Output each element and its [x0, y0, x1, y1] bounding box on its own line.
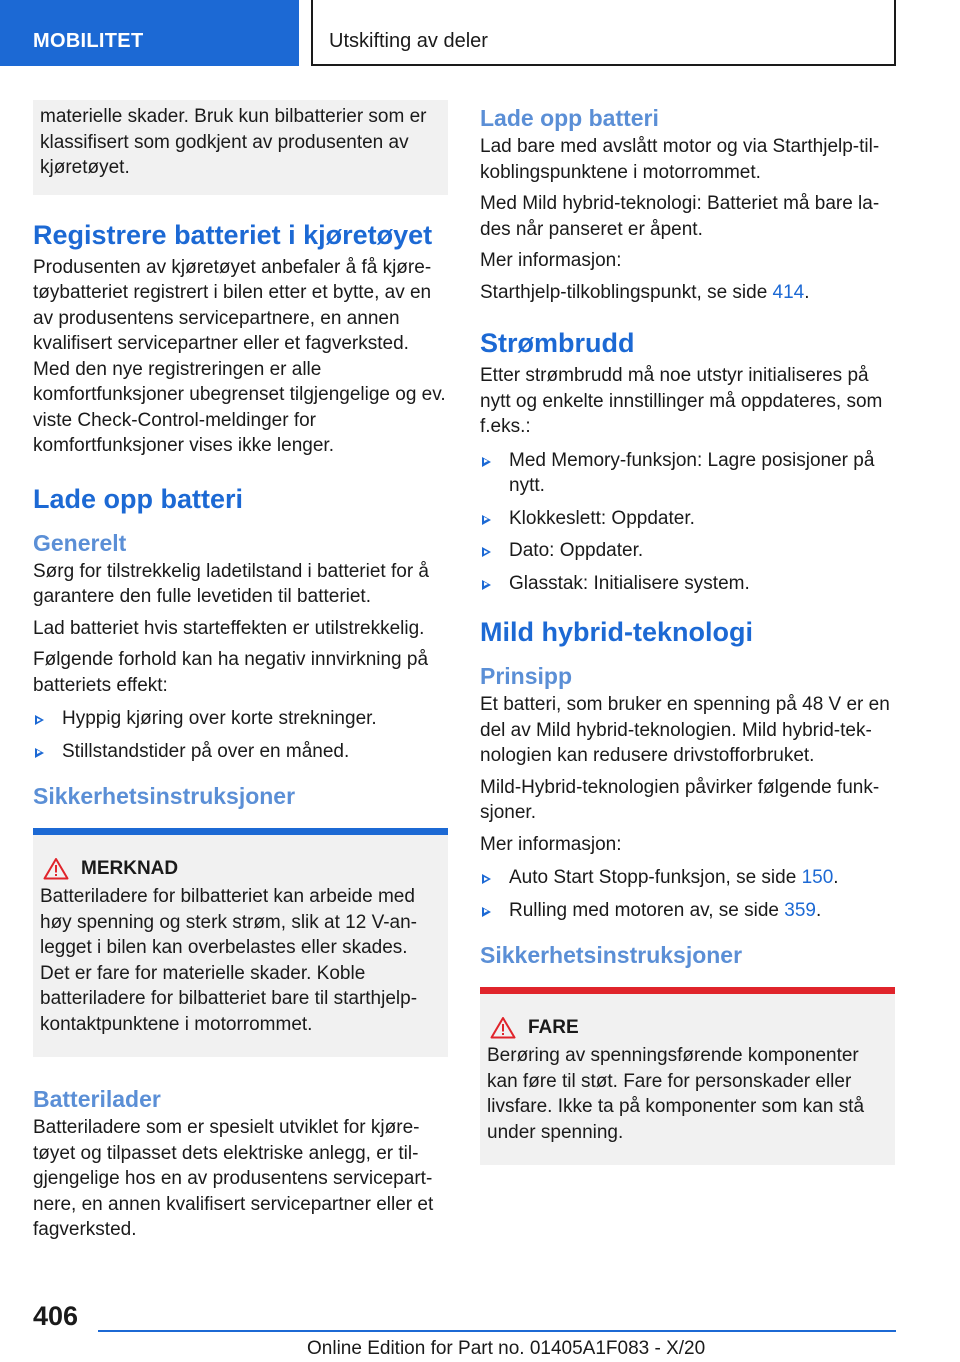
footer-divider — [98, 1330, 896, 1332]
list-item: Hyppig kjøring over korte strekninger. — [33, 706, 448, 732]
general-text-2: Lad batteriet hvis starteffekten er utilstrekkelig. — [33, 617, 425, 639]
heading-charger: Batterilader — [33, 1086, 161, 1112]
page-ref-link[interactable]: 359 — [784, 899, 816, 921]
heading-charge-battery: Lade opp batteri — [33, 483, 244, 514]
right-column — [480, 100, 895, 1165]
footer-edition: Online Edition for Part no. 01405A1F083 - X/20 — [307, 1338, 706, 1359]
heading-safety-left: Sikkerhetsinstruksjoner — [33, 783, 296, 809]
page-ref-link[interactable]: 150 — [801, 867, 834, 888]
page-ref-link[interactable]: 414 — [772, 281, 805, 303]
outage-list — [480, 448, 895, 597]
list-item: Med Memory-funksjon: Lagre posisjoner på nytt. — [480, 448, 895, 499]
heading-principle: Prinsipp — [480, 663, 573, 689]
heading-register-battery: Registrere batteriet i kjøretøyet — [33, 219, 433, 250]
charge-text-3: Mer informasjon: — [480, 250, 622, 271]
heading-mild-hybrid: Mild hybrid-teknologi — [480, 617, 753, 647]
triangle-bullet-icon — [35, 748, 44, 758]
hybrid-text-2: Mild-Hybrid-teknologien påvirker følgende funksjoner. — [480, 776, 880, 823]
section-tab: MOBILITET — [0, 0, 299, 66]
charger-text: Batteriladere som er spesielt utviklet for kjøretøyet og tilpasset dets elektriske anlegg, er tilgjengelige hos en av produsentens servicepartnere, en annen kvalifisert servicepartner eller et fagverksted. — [33, 1117, 434, 1240]
heading-general: Generelt — [33, 529, 127, 556]
triangle-bullet-icon — [482, 457, 491, 467]
charge-text-1: Lad bare med avslått motor og via Starthjelp-tilkoblingspunktene i motorrommet. — [480, 136, 880, 183]
triangle-bullet-icon — [35, 715, 44, 725]
triangle-bullet-icon — [482, 580, 491, 590]
danger-header — [487, 1016, 888, 1039]
charge-conditions-list — [33, 706, 448, 764]
list-item: Dato: Oppdater. — [480, 538, 895, 564]
charge-reference: Starthjelp-tilkoblingspunkt, se side 414. — [480, 281, 810, 303]
warning-triangle-icon — [490, 1016, 516, 1039]
heading-safety-right: Sikkerhetsinstruksjoner — [480, 942, 743, 968]
triangle-bullet-icon — [482, 907, 491, 917]
heading-charge-battery-right: Lade opp batteri — [480, 105, 659, 131]
general-text-3: Følgende forhold kan ha negativ innvirkning på batteriets effekt: — [33, 649, 429, 696]
list-item: Stillstandstider på over en måned. — [33, 739, 448, 765]
danger-text: Berøring av spenningsførende komponenter kan føre til støt. Fare for personskader eller livsfare. Ikke ta på komponenter som kan stå under spenning. — [487, 1045, 865, 1143]
list-item: Klokkeslett: Oppdater. — [480, 506, 895, 532]
notice-bar — [33, 828, 448, 835]
notice-text: Batteriladere for bilbatteriet kan arbeide med høy spenning og sterk strøm, slik at 12 V-anlegget i bilen kan overbelastes eller skades. Det er fare for materielle skader. Koble batteriladere for bilbatteriet bare til starthjelp-kontaktpunktene i motorrommet. — [40, 886, 418, 1035]
list-item: Rulling med motoren av, se side 359. — [480, 898, 895, 924]
notice-header — [40, 857, 441, 880]
general-text-1: Sørg for tilstrekkelig ladetilstand i batteriet for å garantere den fulle levetiden til batteriet. — [33, 560, 430, 607]
intro-text: materielle skader. Bruk kun bilbatterier som er klassifisert som godkjent av produsenten av kjøretøyet. — [40, 106, 427, 178]
charge-text-2: Med Mild hybrid-teknologi: Batteriet må bare lades når panseret er åpent. — [480, 193, 880, 240]
intro-box — [33, 100, 448, 195]
register-text: Produsenten av kjøretøyet anbefaler å få kjøretøybatteriet registrert i bilen etter et bytte, av en av produsentens servicepartnere, en annen kvalifisert servicepartner eller et fagverksted. Med den nye registreringen er alle komfortfunksjoner ubegrenset tilgjengelige og ev. viste Check-Control-meldinger for komfortfunksjoner vises ikke lenger. — [33, 256, 446, 456]
danger-box — [480, 987, 895, 1165]
danger-bar — [480, 987, 895, 994]
list-item: Auto Start Stopp-funksjon, se side 150. — [480, 865, 895, 891]
danger-label: FARE — [528, 1016, 579, 1038]
hybrid-ref-list — [480, 865, 895, 923]
chapter-title: Utskifting av deler — [311, 0, 896, 66]
triangle-bullet-icon — [482, 547, 491, 557]
hybrid-text-1: Et batteri, som bruker en spenning på 48 V er en del av Mild hybrid-teknologien. Mild hybrid-teknologien kan redusere drivstofforbruket. — [480, 694, 890, 766]
heading-power-outage: Strømbrudd — [480, 328, 635, 358]
list-item: Glasstak: Initialisere system. — [480, 571, 895, 597]
warning-triangle-icon — [43, 857, 69, 880]
left-column — [33, 100, 448, 1249]
triangle-bullet-icon — [482, 874, 491, 884]
hybrid-text-3: Mer informasjon: — [480, 833, 622, 855]
outage-text: Etter strømbrudd må noe utstyr initialiseres på nytt og enkelte innstillinger må oppdateres, som f.eks.: — [480, 365, 883, 437]
page-number: 406 — [33, 1301, 79, 1331]
triangle-bullet-icon — [482, 515, 491, 525]
notice-label: MERKNAD — [81, 857, 179, 879]
notice-box — [33, 828, 448, 1057]
